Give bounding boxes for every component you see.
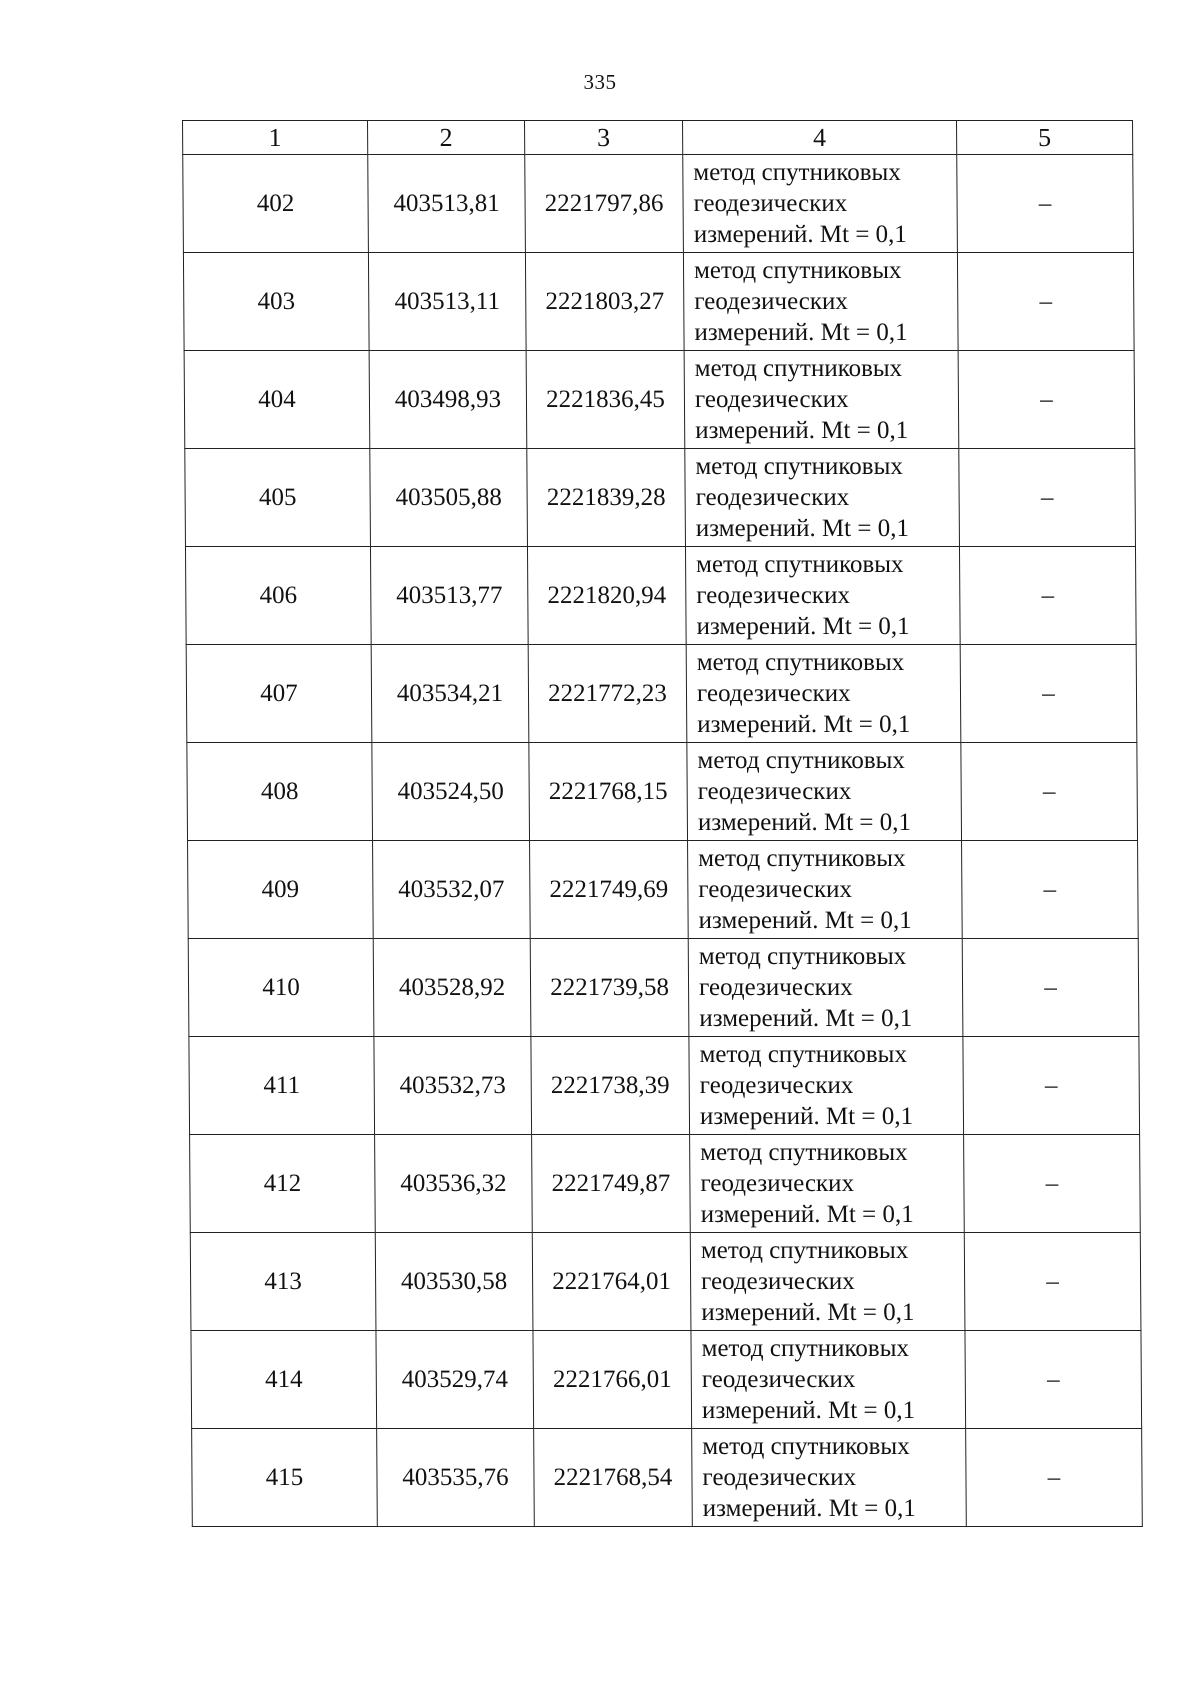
note-cell: –	[966, 1429, 1143, 1527]
y-coordinate-cell: 2221739,58	[530, 939, 689, 1037]
method-line: измерений. Mt = 0,1	[701, 1397, 916, 1424]
method-line: измерений. Mt = 0,1	[693, 221, 907, 248]
method-line: измерений. Mt = 0,1	[702, 1495, 916, 1522]
point-number-cell: 410	[188, 939, 374, 1037]
column-header-3: 3	[525, 121, 683, 155]
method-line: метод спутниковых	[696, 551, 904, 578]
point-number-cell: 405	[185, 449, 371, 547]
method-cell	[686, 645, 961, 743]
table-row	[183, 155, 1134, 253]
x-coordinate-cell: 403536,32	[375, 1135, 533, 1233]
table-row	[185, 547, 1136, 645]
y-coordinate-cell: 2221797,86	[525, 155, 684, 253]
y-coordinate-cell: 2221738,39	[531, 1037, 690, 1135]
x-coordinate-cell: 403513,81	[368, 155, 526, 253]
table-row	[190, 1233, 1141, 1331]
method-line: измерений. Mt = 0,1	[695, 417, 909, 444]
point-number-cell: 407	[186, 645, 372, 743]
point-number-cell: 402	[183, 155, 369, 253]
method-cell	[688, 841, 963, 939]
table-row	[189, 1037, 1140, 1135]
note-cell: –	[957, 155, 1134, 253]
method-line: геодезических	[695, 484, 850, 511]
x-coordinate-cell: 403513,11	[368, 253, 526, 351]
y-coordinate-cell: 2221839,28	[527, 449, 686, 547]
table-row	[186, 645, 1137, 743]
table-row	[188, 939, 1139, 1037]
note-cell: –	[958, 351, 1135, 449]
method-cell	[691, 1331, 966, 1429]
method-line: измерений. Mt = 0,1	[697, 809, 912, 836]
table-row	[185, 449, 1136, 547]
note-cell: –	[965, 1331, 1142, 1429]
method-line: метод спутниковых	[696, 649, 905, 676]
method-line: геодезических	[693, 190, 848, 217]
method-line: метод спутниковых	[695, 453, 903, 480]
method-cell	[689, 1037, 964, 1135]
note-cell: –	[962, 841, 1139, 939]
table-row	[187, 743, 1138, 841]
y-coordinate-cell: 2221766,01	[533, 1331, 692, 1429]
y-coordinate-cell: 2221772,23	[528, 645, 687, 743]
table-row	[183, 253, 1134, 351]
coordinates-table-wrapper	[182, 120, 1143, 1527]
x-coordinate-cell: 403530,58	[375, 1233, 533, 1331]
method-line: геодезических	[702, 1464, 857, 1491]
x-coordinate-cell: 403529,74	[376, 1331, 534, 1429]
y-coordinate-cell: 2221749,69	[530, 841, 689, 939]
method-line: метод спутниковых	[700, 1139, 908, 1166]
column-header-4: 4	[683, 121, 957, 155]
method-line: геодезических	[698, 876, 853, 903]
method-line: метод спутниковых	[694, 355, 903, 382]
method-cell	[688, 939, 963, 1037]
point-number-cell: 411	[189, 1037, 375, 1135]
method-cell	[690, 1135, 965, 1233]
x-coordinate-cell: 403524,50	[372, 743, 530, 841]
point-number-cell: 412	[190, 1135, 376, 1233]
x-coordinate-cell: 403498,93	[369, 351, 527, 449]
point-number-cell: 408	[187, 743, 373, 841]
method-line: измерений. Mt = 0,1	[700, 1201, 914, 1228]
note-cell: –	[961, 743, 1138, 841]
point-number-cell: 415	[192, 1429, 378, 1527]
note-cell: –	[957, 253, 1134, 351]
method-line: измерений. Mt = 0,1	[698, 907, 912, 934]
column-header-5: 5	[957, 121, 1133, 155]
method-line: геодезических	[696, 582, 851, 609]
table-row	[191, 1331, 1142, 1429]
coordinates-table	[182, 120, 1143, 1527]
x-coordinate-cell: 403528,92	[373, 939, 531, 1037]
method-line: геодезических	[701, 1366, 856, 1393]
method-line: метод спутниковых	[693, 159, 901, 186]
note-cell: –	[959, 449, 1136, 547]
column-header-1: 1	[183, 121, 368, 155]
method-line: измерений. Mt = 0,1	[695, 515, 910, 542]
method-line: геодезических	[698, 974, 853, 1001]
y-coordinate-cell: 2221803,27	[525, 253, 684, 351]
method-line: метод спутниковых	[701, 1335, 910, 1362]
method-line: метод спутниковых	[698, 845, 906, 872]
point-number-cell: 403	[183, 253, 369, 351]
method-line: измерений. Mt = 0,1	[701, 1299, 915, 1326]
note-cell: –	[960, 645, 1137, 743]
method-line: метод спутниковых	[697, 747, 905, 774]
method-cell	[683, 253, 958, 351]
method-line: метод спутниковых	[698, 943, 907, 970]
y-coordinate-cell: 2221749,87	[532, 1135, 691, 1233]
method-line: измерений. Mt = 0,1	[694, 319, 908, 346]
page-number: 335	[583, 70, 617, 94]
method-cell	[685, 547, 960, 645]
method-line: геодезических	[697, 778, 852, 805]
note-cell: –	[963, 1037, 1140, 1135]
y-coordinate-cell: 2221768,54	[534, 1429, 693, 1527]
method-cell	[684, 351, 959, 449]
method-line: геодезических	[696, 680, 851, 707]
y-coordinate-cell: 2221764,01	[532, 1233, 691, 1331]
x-coordinate-cell: 403532,07	[373, 841, 531, 939]
method-line: метод спутниковых	[700, 1237, 909, 1264]
x-coordinate-cell: 403505,88	[370, 449, 528, 547]
method-line: измерений. Mt = 0,1	[697, 711, 911, 738]
method-cell	[692, 1429, 967, 1527]
x-coordinate-cell: 403534,21	[371, 645, 529, 743]
method-line: метод спутниковых	[699, 1041, 908, 1068]
method-line: метод спутниковых	[693, 257, 902, 284]
method-cell	[690, 1233, 965, 1331]
method-line: геодезических	[701, 1268, 855, 1295]
note-cell: –	[964, 1135, 1141, 1233]
table-body	[183, 155, 1143, 1527]
point-number-cell: 413	[190, 1233, 376, 1331]
method-cell	[687, 743, 962, 841]
point-number-cell: 414	[191, 1331, 377, 1429]
method-line: метод спутниковых	[702, 1433, 910, 1460]
method-cell	[685, 449, 960, 547]
method-line: геодезических	[694, 386, 849, 413]
method-line: геодезических	[700, 1170, 855, 1197]
y-coordinate-cell: 2221768,15	[529, 743, 688, 841]
y-coordinate-cell: 2221820,94	[527, 547, 686, 645]
y-coordinate-cell: 2221836,45	[526, 351, 685, 449]
table-row	[188, 841, 1139, 939]
table-row	[190, 1135, 1141, 1233]
header-row	[183, 121, 1133, 155]
point-number-cell: 409	[188, 841, 374, 939]
x-coordinate-cell: 403513,77	[370, 547, 528, 645]
note-cell: –	[964, 1233, 1141, 1331]
x-coordinate-cell: 403535,76	[377, 1429, 535, 1527]
table-row	[184, 351, 1135, 449]
point-number-cell: 406	[185, 547, 371, 645]
method-line: измерений. Mt = 0,1	[699, 1103, 914, 1130]
point-number-cell: 404	[184, 351, 370, 449]
column-header-2: 2	[368, 121, 525, 155]
table-header	[183, 121, 1133, 155]
note-cell: –	[962, 939, 1139, 1037]
method-line: измерений. Mt = 0,1	[699, 1005, 913, 1032]
table-row	[192, 1429, 1143, 1527]
method-line: геодезических	[699, 1072, 854, 1099]
note-cell: –	[959, 547, 1136, 645]
x-coordinate-cell: 403532,73	[374, 1037, 532, 1135]
method-cell	[683, 155, 958, 253]
method-line: геодезических	[694, 288, 848, 315]
method-line: измерений. Mt = 0,1	[696, 613, 910, 640]
